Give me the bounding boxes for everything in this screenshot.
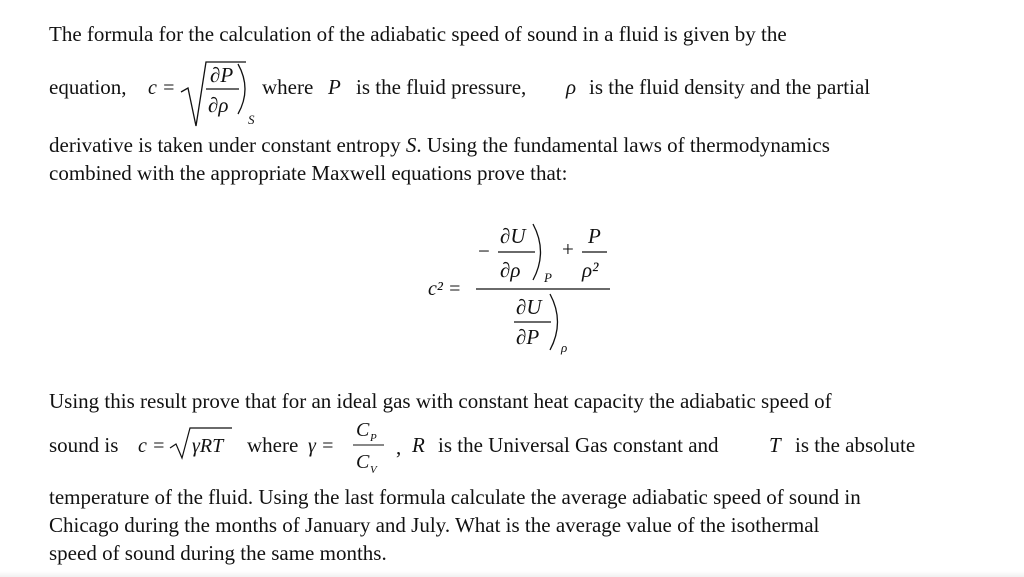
- speed-of-sound-definition-line: [0, 56, 1000, 136]
- plus-sign: +: [562, 237, 574, 261]
- ideal-gas-speed-line: [0, 414, 1000, 484]
- right-paren: [238, 64, 245, 114]
- subscript-S: S: [248, 112, 255, 127]
- r-description: is the Universal Gas constant and: [438, 433, 719, 457]
- cv-subscript: V: [370, 464, 377, 476]
- drho-denominator: ∂ρ: [208, 93, 229, 117]
- var-R: R: [412, 433, 425, 457]
- para1-line4: combined with the appropriate Maxwell equations prove that:: [49, 161, 568, 185]
- dP-denominator-bottom: ∂P: [516, 325, 540, 349]
- rho-squared: ρ²: [582, 258, 599, 282]
- comma: ,: [396, 435, 402, 459]
- where-word-2: where: [247, 433, 299, 457]
- var-S: S: [405, 133, 417, 157]
- para1-line1: The formula for the calculation of the adiabatic speed of sound in a fluid is given by the: [49, 22, 787, 46]
- gamma-R-T: γRT: [192, 435, 224, 457]
- dU-numerator-top: ∂U: [500, 224, 526, 248]
- bottom-right-paren: [550, 294, 558, 350]
- para2-line5: speed of sound during the same months.: [49, 541, 387, 565]
- c-equals-2: c =: [138, 435, 166, 457]
- gamma-equals: γ =: [308, 435, 335, 457]
- var-P: P: [328, 75, 341, 99]
- var-T: T: [769, 433, 781, 457]
- cv-denominator: C: [356, 451, 370, 473]
- equation-label: equation,: [49, 75, 127, 99]
- para2-line4: Chicago during the months of January and July. What is the average value of the isothermal: [49, 513, 820, 537]
- cp-subscript: P: [370, 432, 377, 444]
- where-word: where: [262, 75, 314, 99]
- para2-line3: temperature of the fluid. Using the last formula calculate the average adiabatic speed of sound in: [49, 485, 861, 509]
- drho-denominator-top: ∂ρ: [500, 258, 521, 282]
- dU-numerator-bottom: ∂U: [516, 295, 542, 319]
- dP-numerator: ∂P: [210, 63, 234, 87]
- subscript-P: P: [544, 270, 552, 285]
- subscript-rho: ρ: [561, 340, 568, 355]
- minus-sign: −: [478, 239, 490, 263]
- page-bottom-edge: [0, 571, 1024, 577]
- t-description: is the absolute: [795, 433, 916, 457]
- display-equation: [0, 210, 1000, 380]
- c-equals: c =: [148, 77, 176, 99]
- pressure-text: is the fluid pressure,: [356, 75, 527, 99]
- para2-line1: Using this result prove that for an ideal gas with constant heat capacity the adiabatic speed of: [49, 389, 832, 413]
- var-rho: ρ: [566, 75, 577, 99]
- c-squared-equals: c² =: [428, 278, 462, 300]
- density-text: is the fluid density and the partial: [589, 75, 871, 99]
- para1-line3: derivative is taken under constant entropy S. Using the fundamental laws of thermodynamics: [49, 133, 830, 157]
- cp-numerator: C: [356, 419, 370, 441]
- sound-is: sound is: [49, 433, 119, 457]
- P-over: P: [588, 224, 601, 248]
